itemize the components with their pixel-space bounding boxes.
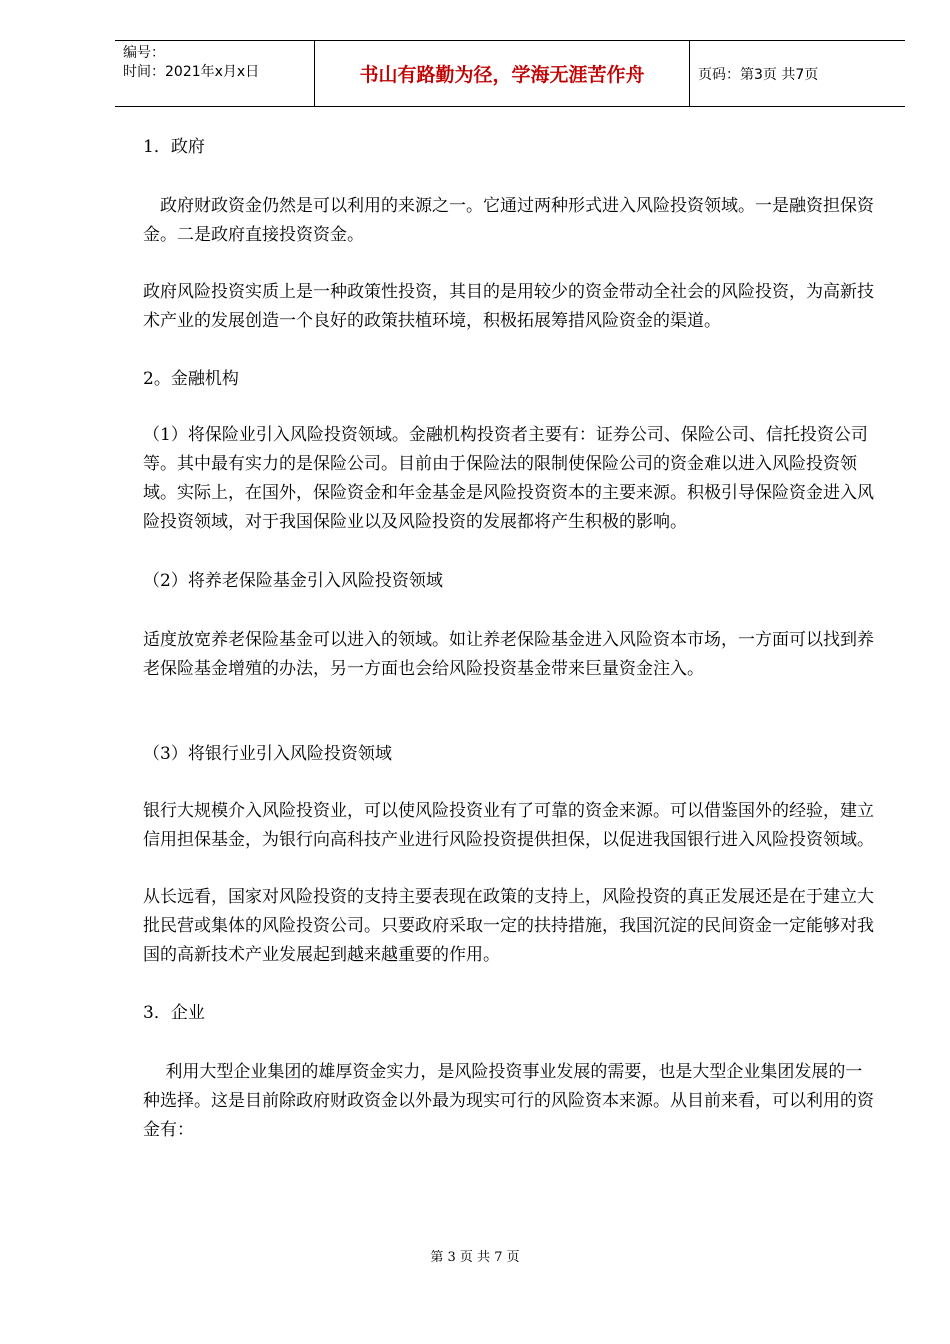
heading-enterprise: 3．企业 xyxy=(143,1003,205,1023)
paragraph: 从长远看，国家对风险投资的支持主要表现在政策的支持上，风险投资的真正发展还是在于建立大批民营或集体的风险投资公司。只要政府采取一定的扶持措施，我国沉淀的民间资金一定能够对我国的高新技术产业发展起到越来越重要的作用。 xyxy=(143,887,874,965)
paragraph: （1）将保险业引入风险投资领域。金融机构投资者主要有：证券公司、保险公司、信托投资公司等。其中最有实力的是保险公司。目前由于保险法的限制使保险公司的资金难以进入风险投资领域。实际上，在国外，保险资金和年金基金是风险投资资本的主要来源。积极引导保险资金进入风险投资领域，对于我国保险业以及风险投资的发展都将产生积极的影响。 xyxy=(143,425,874,532)
page-footer: 第 3 页 共 7 页 xyxy=(430,1250,520,1265)
subheading: （3）将银行业引入风险投资领域 xyxy=(143,744,392,764)
header-page-info: 页码：第3页 共7页 xyxy=(698,66,819,83)
header-motto: 书山有路勤为径，学海无涯苦作舟 xyxy=(315,41,690,106)
time-label: 时间：2021年x月x日 xyxy=(123,64,260,80)
paragraph: 利用大型企业集团的雄厚资金实力，是风险投资事业发展的需要，也是大型企业集团发展的一种选择。这是目前除政府财政资金以外最为现实可行的风险资本来源。从目前来看，可以利用的资金有： xyxy=(143,1062,874,1140)
subheading: （2）将养老保险基金引入风险投资领域 xyxy=(143,571,443,591)
document-body xyxy=(143,130,878,1145)
paragraph: 银行大规模介入风险投资业，可以使风险投资业有了可靠的资金来源。可以借鉴国外的经验，建立信用担保基金，为银行向高科技产业进行风险投资提供担保，以促进我国银行进入风险投资领域。 xyxy=(143,801,874,850)
paragraph: 政府财政资金仍然是可以利用的来源之一。它通过两种形式进入风险投资领域。一是融资担保资金。二是政府直接投资资金。 xyxy=(143,196,874,245)
page-header xyxy=(115,40,905,107)
number-label: 编号： xyxy=(123,45,165,61)
header-left-cell xyxy=(115,41,315,106)
paragraph: 政府风险投资实质上是一种政策性投资，其目的是用较少的资金带动全社会的风险投资，为高新技术产业的发展创造一个良好的政策扶植环境，积极拓展筹措风险资金的渠道。 xyxy=(143,282,874,331)
paragraph: 适度放宽养老保险基金可以进入的领域。如让养老保险基金进入风险资本市场，一方面可以找到养老保险基金增殖的办法，另一方面也会给风险投资基金带来巨量资金注入。 xyxy=(143,630,874,679)
heading-financial-institutions: 2。金融机构 xyxy=(143,369,239,389)
heading-government: 1．政府 xyxy=(143,137,205,157)
